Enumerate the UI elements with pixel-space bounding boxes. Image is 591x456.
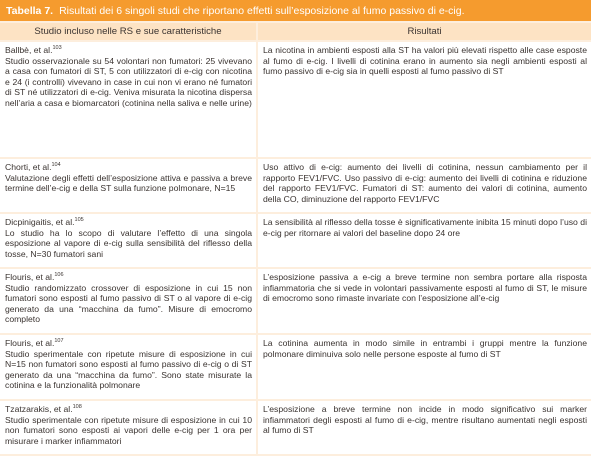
results-table xyxy=(0,21,591,456)
study-reference xyxy=(5,162,252,173)
study-cell xyxy=(0,42,258,157)
reference-number: 104 xyxy=(51,162,61,168)
study-reference xyxy=(5,404,252,415)
header-results: Risultati xyxy=(258,23,591,40)
study-author: Flouris, et al. xyxy=(5,338,55,348)
result-cell: La nicotina in ambienti esposti alla ST ha valori più elevati rispetto alle case esposte al fumo di e-cig. I livelli di cotinina erano in aumento sia negli ambienti esposti al fumo passivo di e-cig sia in quelli esposti al fumo passivo di ST xyxy=(258,42,591,157)
result-cell: La sensibilità al riflesso della tosse è significativamente inibita 15 minuti dopo l’uso di e-cig per ritornare ai valori del baseline dopo 24 ore xyxy=(258,214,591,267)
study-description: Studio sperimentale con ripetute misure di esposizione in cui N=15 non fumatori sono esposti al fumo passivo di e-cig o di ST generato da una “macchina da fumo”. Sono state misurate la cotinina e la funzionalità polmonare xyxy=(5,348,252,391)
result-cell: L’esposizione a breve termine non incide in modo significativo sui marker infiammatori degli esposti al fumo di e-cig, mentre risultano aumentati negli esposti al fumo di ST xyxy=(258,401,591,454)
study-author: Ballbè, et al. xyxy=(5,45,53,55)
study-cell xyxy=(0,269,258,333)
table-row xyxy=(0,401,591,454)
table-row xyxy=(0,214,591,267)
study-reference xyxy=(5,217,252,228)
study-reference xyxy=(5,45,252,56)
study-description: Studio osservazionale su 54 volontari non fumatori: 25 vivevano a casa con fumatori di ST, 5 con utilizzatori di e-cig con nicotina e 24 (i controlli) vivevano in case in cui non vi erano né fumatori di ST né utilizzatori di e-cig. Veniva misurata la nicotina dispersa nell’aria a casa e biomarcatori (cotinina nella saliva e nelle urine) xyxy=(5,55,252,108)
table-row xyxy=(0,159,591,212)
study-description: Studio sperimentale con ripetute misure di esposizione in cui 10 non fumatori sono esposti ai vapori delle e-cig per 1 ora per misurare i marker infiammatori xyxy=(5,414,252,446)
study-cell xyxy=(0,401,258,454)
table-row xyxy=(0,42,591,157)
result-cell: La cotinina aumenta in modo simile in entrambi i gruppi mentre la funzione polmonare diminuiva solo nelle persone esposte al fumo di ST xyxy=(258,335,591,399)
reference-number: 107 xyxy=(54,338,64,344)
reference-number: 105 xyxy=(74,217,84,223)
study-author: Tzatzarakis, et al. xyxy=(5,404,73,414)
result-cell: Uso attivo di e-cig: aumento dei livelli di cotinina, nessun cambiamento per il rapporto FEV1/FVC. Uso passivo di e-cig: aumento dei livelli di cotinina e riduzione del rapporto FEV1/FVC. Fumatori di ST: aumento dei valori di cotinina, aumento della CO, diminuzione del rapporto FEV1/FVC xyxy=(258,159,591,212)
study-description: Lo studio ha lo scopo di valutare l’effetto di una singola esposizione al vapore di e-cig sulla sensibilità del riflesso della tosse, N=30 fumatori sani xyxy=(5,227,252,259)
result-cell: L’esposizione passiva a e-cig a breve termine non sembra portare alla risposta infiammatoria che si vede in volontari passivamente esposti al fumo di ST, le misure di emocromo sono rimaste invariate con l’esposizione all’e-cig xyxy=(258,269,591,333)
study-author: Chorti, et al. xyxy=(5,162,52,172)
study-reference xyxy=(5,338,252,349)
study-cell xyxy=(0,335,258,399)
study-reference xyxy=(5,272,252,283)
header-row xyxy=(0,23,591,40)
table-title: Risultati dei 6 singoli studi che riportano effetti sull’esposizione al fumo passivo di e-cig. xyxy=(59,4,465,17)
study-cell xyxy=(0,214,258,267)
table-row xyxy=(0,335,591,399)
study-author: Flouris, et al. xyxy=(5,272,55,282)
table-row xyxy=(0,269,591,333)
study-description: Valutazione degli effetti dell’esposizione attiva e passiva a breve termine dell’e-cig e della ST sulla funzione polmonare, N=15 xyxy=(5,172,252,194)
header-study: Studio incluso nelle RS e sue caratteristiche xyxy=(0,23,258,40)
table-caption xyxy=(0,0,591,21)
study-author: Dicpinigaitis, et al. xyxy=(5,217,75,227)
reference-number: 103 xyxy=(52,45,62,51)
reference-number: 108 xyxy=(72,404,82,410)
reference-number: 106 xyxy=(54,272,64,278)
study-description: Studio randomizzato crossover di esposizione in cui 15 non fumatori sono esposti al fumo passivo di ST o al vapore di e-cig generato da una “macchina da fumo”. Misure di emocromo completo xyxy=(5,282,252,325)
study-cell xyxy=(0,159,258,212)
table-label: Tabella 7. xyxy=(6,4,54,17)
